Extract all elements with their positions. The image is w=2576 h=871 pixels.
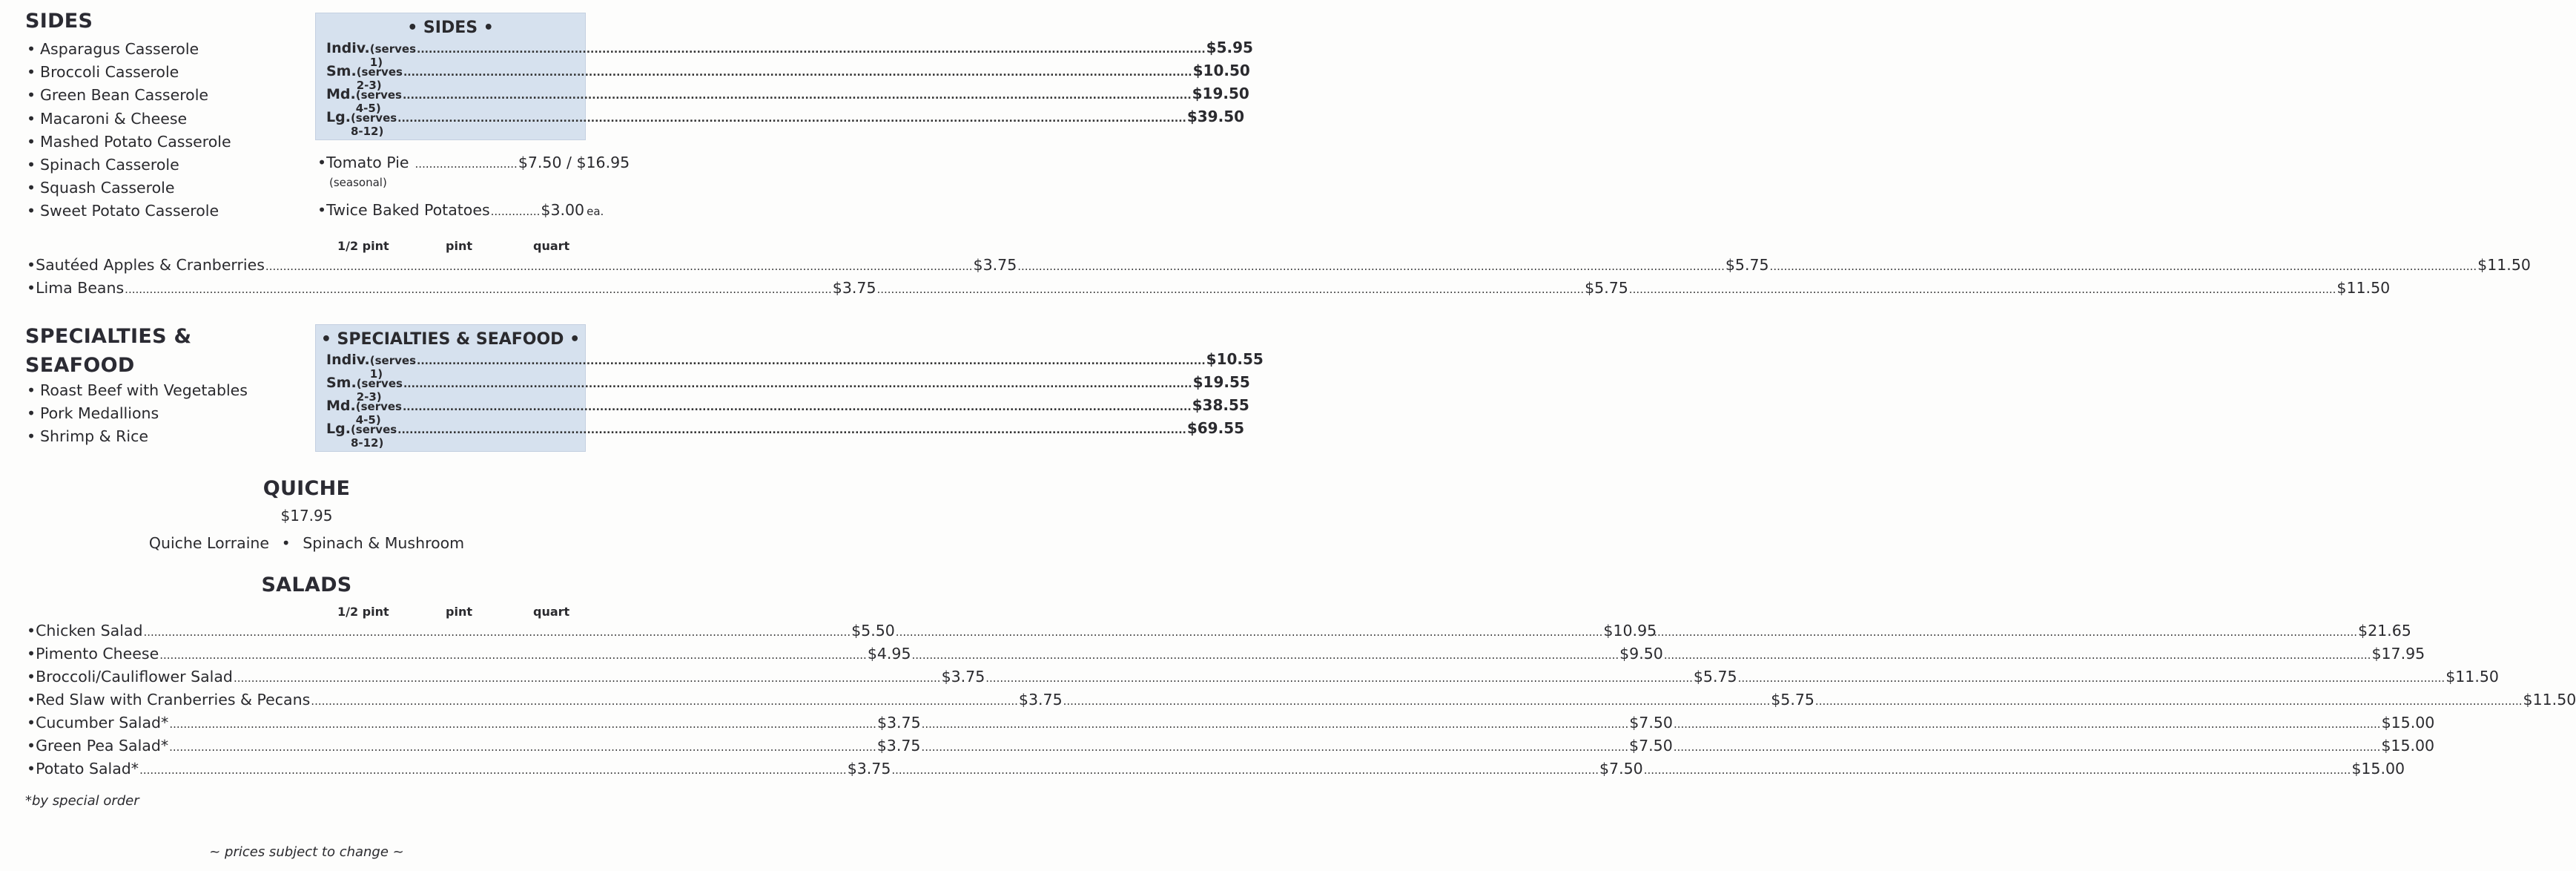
quart-price: $15.00 bbox=[2351, 760, 2405, 778]
serves-label: (serves 2-3) bbox=[356, 377, 403, 404]
prices-footer: ~ prices subject to change ~ bbox=[209, 844, 404, 860]
quart-price: $11.50 bbox=[2445, 668, 2499, 686]
size-label: Sm. bbox=[326, 375, 357, 391]
serves-label: (serves 1) bbox=[369, 354, 416, 381]
half-pint-price: $3.75 bbox=[973, 256, 1017, 274]
price-value: $19.50 bbox=[1192, 85, 1249, 102]
table-row: • Sautéed Apples & Cranberries ........................................................................................................................................................................................................ $3.75 ........................................................................................................................................................................................................ $5.75 ........................................................................................................................................................................................................ $11.50 bbox=[27, 256, 2531, 274]
price-value: $39.50 bbox=[1186, 108, 1245, 125]
sides-col-pint: pint bbox=[446, 239, 472, 253]
specialties-heading-line2: SEAFOOD bbox=[25, 354, 135, 377]
quart-price: $15.00 bbox=[2381, 737, 2435, 755]
twice-baked-name: Twice Baked Potatoes bbox=[326, 201, 490, 219]
quart-price: $11.50 bbox=[2477, 256, 2531, 274]
quart-price: $11.50 bbox=[2336, 279, 2391, 297]
item-name: Green Pea Salad* bbox=[36, 737, 169, 755]
tomato-pie-note: (seasonal) bbox=[329, 176, 387, 189]
sides-price-box bbox=[315, 13, 1253, 140]
tomato-pie-row: • Tomato Pie ............................. $7.50 / $16.95 bbox=[317, 154, 630, 171]
twice-baked-price: $3.00 bbox=[541, 201, 585, 219]
table-row: • Chicken Salad ........................................................................................................................................................................................................ $5.50 ........................................................................................................................................................................................................ $10.95 ........................................................................................................................................................................................................ $21.65 bbox=[27, 622, 2411, 640]
pint-price: $10.95 bbox=[1603, 622, 1657, 640]
serves-label: (serves 8-12) bbox=[350, 111, 397, 138]
quiche-option-lorraine: Quiche Lorraine bbox=[148, 534, 270, 552]
list-item: • Macaroni & Cheese bbox=[25, 108, 231, 131]
table-row: • Cucumber Salad* ........................................................................................................................................................................................................ $3.75 ........................................................................................................................................................................................................ $7.50 ........................................................................................................................................................................................................ $15.00 bbox=[27, 714, 2435, 732]
list-item: • Green Bean Casserole bbox=[25, 84, 231, 107]
tomato-pie-name: Tomato Pie bbox=[326, 154, 409, 171]
quart-price: $17.95 bbox=[2371, 645, 2425, 663]
table-row: • Green Pea Salad* ........................................................................................................................................................................................................ $3.75 ........................................................................................................................................................................................................ $7.50 ........................................................................................................................................................................................................ $15.00 bbox=[27, 737, 2435, 755]
list-item: • Broccoli Casserole bbox=[25, 61, 231, 84]
serves-label: (serves 2-3) bbox=[356, 65, 403, 92]
list-item: • Roast Beef with Vegetables bbox=[25, 379, 248, 402]
table-row: • Lima Beans ........................................................................................................................................................................................................ $3.75 ........................................................................................................................................................................................................ $5.75 ........................................................................................................................................................................................................ $11.50 bbox=[27, 279, 2391, 297]
box-price-row: Lg. (serves 8-12) ........................................................................................................................................................................................................ $39.50 bbox=[326, 108, 1245, 138]
special-order-footnote: *by special order bbox=[25, 793, 139, 809]
sides-list bbox=[25, 38, 231, 223]
item-name: Chicken Salad bbox=[36, 622, 143, 640]
sides-heading: SIDES bbox=[25, 10, 93, 33]
half-pint-price: $3.75 bbox=[832, 279, 876, 297]
size-label: Md. bbox=[326, 86, 356, 102]
sides-col-half: 1/2 pint bbox=[337, 239, 389, 253]
price-value: $19.55 bbox=[1192, 373, 1250, 391]
serves-label: (serves 8-12) bbox=[350, 423, 397, 450]
half-pint-price: $3.75 bbox=[941, 668, 985, 686]
half-pint-price: $3.75 bbox=[1018, 691, 1063, 709]
table-row: • Potato Salad* ........................................................................................................................................................................................................ $3.75 ........................................................................................................................................................................................................ $7.50 ........................................................................................................................................................................................................ $15.00 bbox=[27, 760, 2405, 778]
quiche-option-spinach: Spinach & Mushroom bbox=[303, 534, 465, 552]
list-item: • Squash Casserole bbox=[25, 177, 231, 200]
quiche-price: $17.95 bbox=[280, 507, 333, 525]
pint-price: $5.75 bbox=[1693, 668, 1737, 686]
item-name: Broccoli/Cauliflower Salad bbox=[36, 668, 233, 686]
item-name: Lima Beans bbox=[36, 279, 125, 297]
box-price-row: Lg. (serves 8-12) ........................................................................................................................................................................................................ $69.55 bbox=[326, 419, 1245, 450]
pint-price: $7.50 bbox=[1599, 760, 1643, 778]
half-pint-price: $3.75 bbox=[847, 760, 891, 778]
half-pint-price: $3.75 bbox=[876, 737, 921, 755]
item-name: Cucumber Salad* bbox=[36, 714, 169, 732]
specialties-list bbox=[25, 379, 248, 449]
size-label: Indiv. bbox=[326, 40, 370, 56]
price-value: $69.55 bbox=[1186, 419, 1245, 437]
box-price-row: Sm. (serves 2-3) ........................................................................................................................................................................................................ $19.55 bbox=[326, 373, 1250, 404]
pint-price: $9.50 bbox=[1619, 645, 1663, 663]
box-price-row: Indiv. (serves 1) ........................................................................................................................................................................................................ $10.55 bbox=[326, 350, 1264, 381]
price-value: $38.55 bbox=[1192, 396, 1249, 414]
quart-price: $11.50 bbox=[2523, 691, 2576, 709]
half-pint-price: $4.95 bbox=[867, 645, 911, 663]
box-price-row: Md. (serves 4-5) ........................................................................................................................................................................................................ $19.50 bbox=[326, 85, 1249, 115]
specialties-price-box bbox=[315, 324, 1264, 452]
price-value: $5.95 bbox=[1206, 39, 1253, 56]
salads-table bbox=[25, 622, 2576, 783]
serves-label: (serves 1) bbox=[369, 42, 416, 69]
salads-heading: SALADS bbox=[261, 573, 352, 596]
pint-price: $7.50 bbox=[1629, 737, 1673, 755]
price-value: $10.50 bbox=[1192, 62, 1250, 79]
serves-label: (serves 4-5) bbox=[355, 88, 402, 115]
pint-price: $5.75 bbox=[1771, 691, 1814, 709]
quiche-heading: QUICHE bbox=[262, 477, 351, 500]
twice-baked-row: • Twice Baked Potatoes .............. $3.00 ea. bbox=[317, 201, 604, 219]
specialties-heading bbox=[25, 322, 191, 380]
sides-box-title: • SIDES • bbox=[407, 19, 494, 37]
quart-price: $15.00 bbox=[2381, 714, 2435, 732]
quiche-options: Quiche Lorraine • Spinach & Mushroom bbox=[148, 534, 465, 552]
list-item: • Sweet Potato Casserole bbox=[25, 200, 231, 223]
item-name: Sautéed Apples & Cranberries bbox=[36, 256, 265, 274]
table-row: • Pimento Cheese ........................................................................................................................................................................................................ $4.95 ........................................................................................................................................................................................................ $9.50 ........................................................................................................................................................................................................ $17.95 bbox=[27, 645, 2425, 663]
item-name: Potato Salad* bbox=[36, 760, 139, 778]
item-name: Pimento Cheese bbox=[36, 645, 159, 663]
half-pint-price: $3.75 bbox=[876, 714, 921, 732]
half-pint-price: $5.50 bbox=[851, 622, 895, 640]
box-price-row: Md. (serves 4-5) ........................................................................................................................................................................................................ $38.55 bbox=[326, 396, 1249, 427]
twice-baked-unit: ea. bbox=[587, 205, 604, 218]
box-price-row: Sm. (serves 2-3) ........................................................................................................................................................................................................ $10.50 bbox=[326, 62, 1250, 92]
pint-price: $5.75 bbox=[1725, 256, 1769, 274]
list-item: • Shrimp & Rice bbox=[25, 425, 248, 448]
list-item: • Asparagus Casserole bbox=[25, 38, 231, 61]
tomato-pie-price: $7.50 / $16.95 bbox=[518, 154, 630, 171]
size-label: Sm. bbox=[326, 63, 357, 79]
sides-pint-table bbox=[25, 256, 2531, 302]
pint-price: $7.50 bbox=[1629, 714, 1673, 732]
size-label: Indiv. bbox=[326, 352, 370, 368]
price-value: $10.55 bbox=[1206, 350, 1264, 368]
size-label: Lg. bbox=[326, 421, 351, 437]
specialties-heading-line1: SPECIALTIES & bbox=[25, 325, 192, 348]
table-row: • Broccoli/Cauliflower Salad ........................................................................................................................................................................................................ $3.75 ........................................................................................................................................................................................................ $5.75 ........................................................................................................................................................................................................ $11.50 bbox=[27, 668, 2499, 686]
salads-col-half: 1/2 pint bbox=[337, 605, 389, 619]
salads-col-quart: quart bbox=[533, 605, 570, 619]
table-row: • Red Slaw with Cranberries & Pecans ........................................................................................................................................................................................................ $3.75 ........................................................................................................................................................................................................ $5.75 ........................................................................................................................................................................................................ $11.50 bbox=[27, 691, 2576, 709]
size-label: Md. bbox=[326, 398, 356, 414]
specialties-box-title: • SPECIALTIES & SEAFOOD • bbox=[320, 330, 581, 349]
item-name: Red Slaw with Cranberries & Pecans bbox=[36, 691, 311, 709]
box-price-row: Indiv. (serves 1) ........................................................................................................................................................................................................ $5.95 bbox=[326, 39, 1253, 69]
quart-price: $21.65 bbox=[2358, 622, 2411, 640]
salads-col-pint: pint bbox=[446, 605, 472, 619]
pint-price: $5.75 bbox=[1585, 279, 1628, 297]
sides-col-quart: quart bbox=[533, 239, 570, 253]
serves-label: (serves 4-5) bbox=[355, 400, 402, 427]
list-item: • Pork Medallions bbox=[25, 402, 248, 425]
size-label: Lg. bbox=[326, 109, 351, 125]
list-item: • Spinach Casserole bbox=[25, 154, 231, 177]
list-item: • Mashed Potato Casserole bbox=[25, 131, 231, 154]
